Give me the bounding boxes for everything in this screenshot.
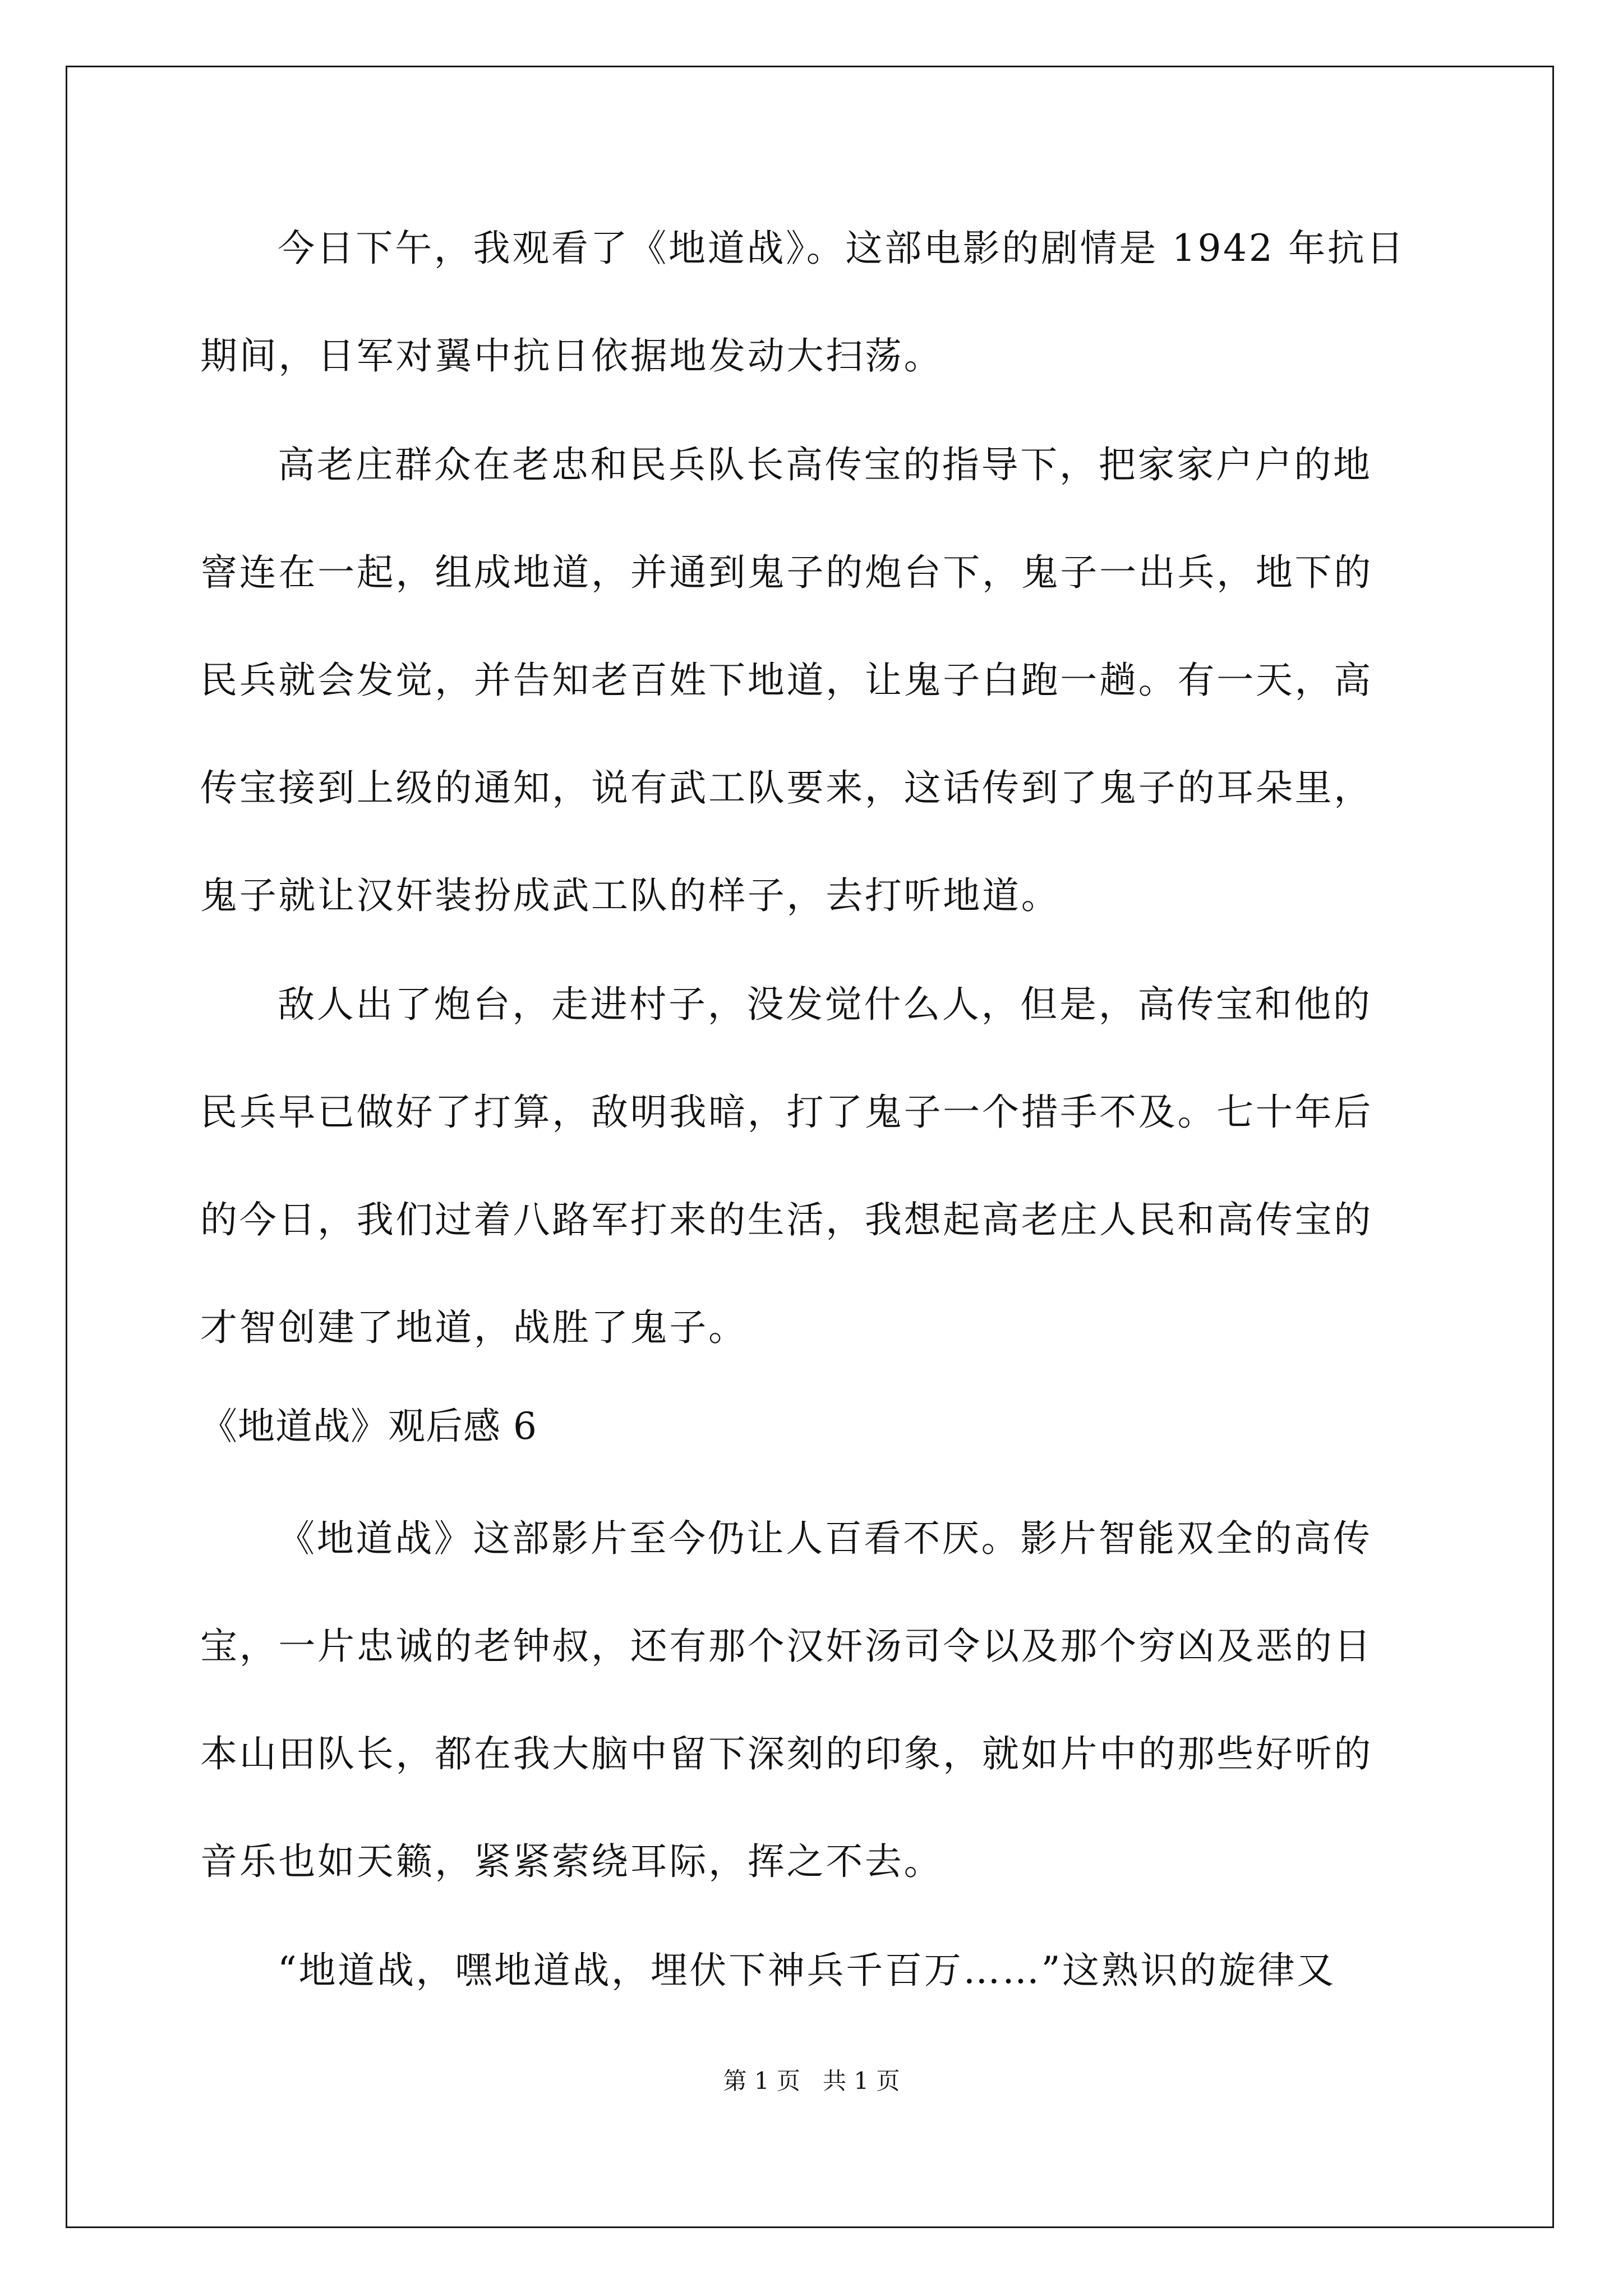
page-border <box>66 66 1554 2228</box>
text-line: 敌人出了炮台，走进村子，没发觉什么人，但是，高传宝和他的 <box>278 983 1372 1026</box>
section-heading: 《地道战》观后感 6 <box>200 1405 537 1448</box>
text-line: 本山田队长，都在我大脑中留下深刻的印象，就如片中的那些好听的 <box>200 1732 1373 1775</box>
page-footer: 第 1 页 共 1 页 <box>723 2067 900 2095</box>
text-line: 才智创建了地道，战胜了鬼子。 <box>200 1306 748 1349</box>
text-line: 今日下午，我观看了《地道战》。这部电影的剧情是 1942 年抗日 <box>278 227 1406 270</box>
text-line: 高老庄群众在老忠和民兵队长高传宝的指导下，把家家户户的地 <box>278 443 1372 486</box>
text-line: 民兵就会发觉，并告知老百姓下地道，让鬼子白跑一趟。有一天，高 <box>200 659 1373 702</box>
text-line: 窨连在一起，组成地道，并通到鬼子的炮台下，鬼子一出兵，地下的 <box>200 551 1373 594</box>
text-line: 鬼子就让汉奸装扮成武工队的样子，去打听地道。 <box>200 874 1061 917</box>
text-line: “地道战，嘿地道战，埋伏下神兵千百万……”这熟识的旋律又 <box>278 1949 1336 1992</box>
text-line: 宝，一片忠诚的老钟叔，还有那个汉奸汤司令以及那个穷凶及恶的日 <box>200 1625 1373 1668</box>
text-line: 传宝接到上级的通知，说有武工队要来，这话传到了鬼子的耳朵里， <box>200 766 1373 809</box>
text-line: 民兵早已做好了打算，敌明我暗，打了鬼子一个措手不及。七十年后 <box>200 1091 1373 1134</box>
text-line: 的今日，我们过着八路军打来的生活，我想起高老庄人民和高传宝的 <box>200 1198 1373 1241</box>
text-line: 《地道战》这部影片至今仍让人百看不厌。影片智能双全的高传 <box>278 1517 1372 1560</box>
text-line: 音乐也如天籁，紧紧萦绕耳际，挥之不去。 <box>200 1840 943 1883</box>
text-line: 期间，日军对翼中抗日依据地发动大扫荡。 <box>200 334 943 378</box>
